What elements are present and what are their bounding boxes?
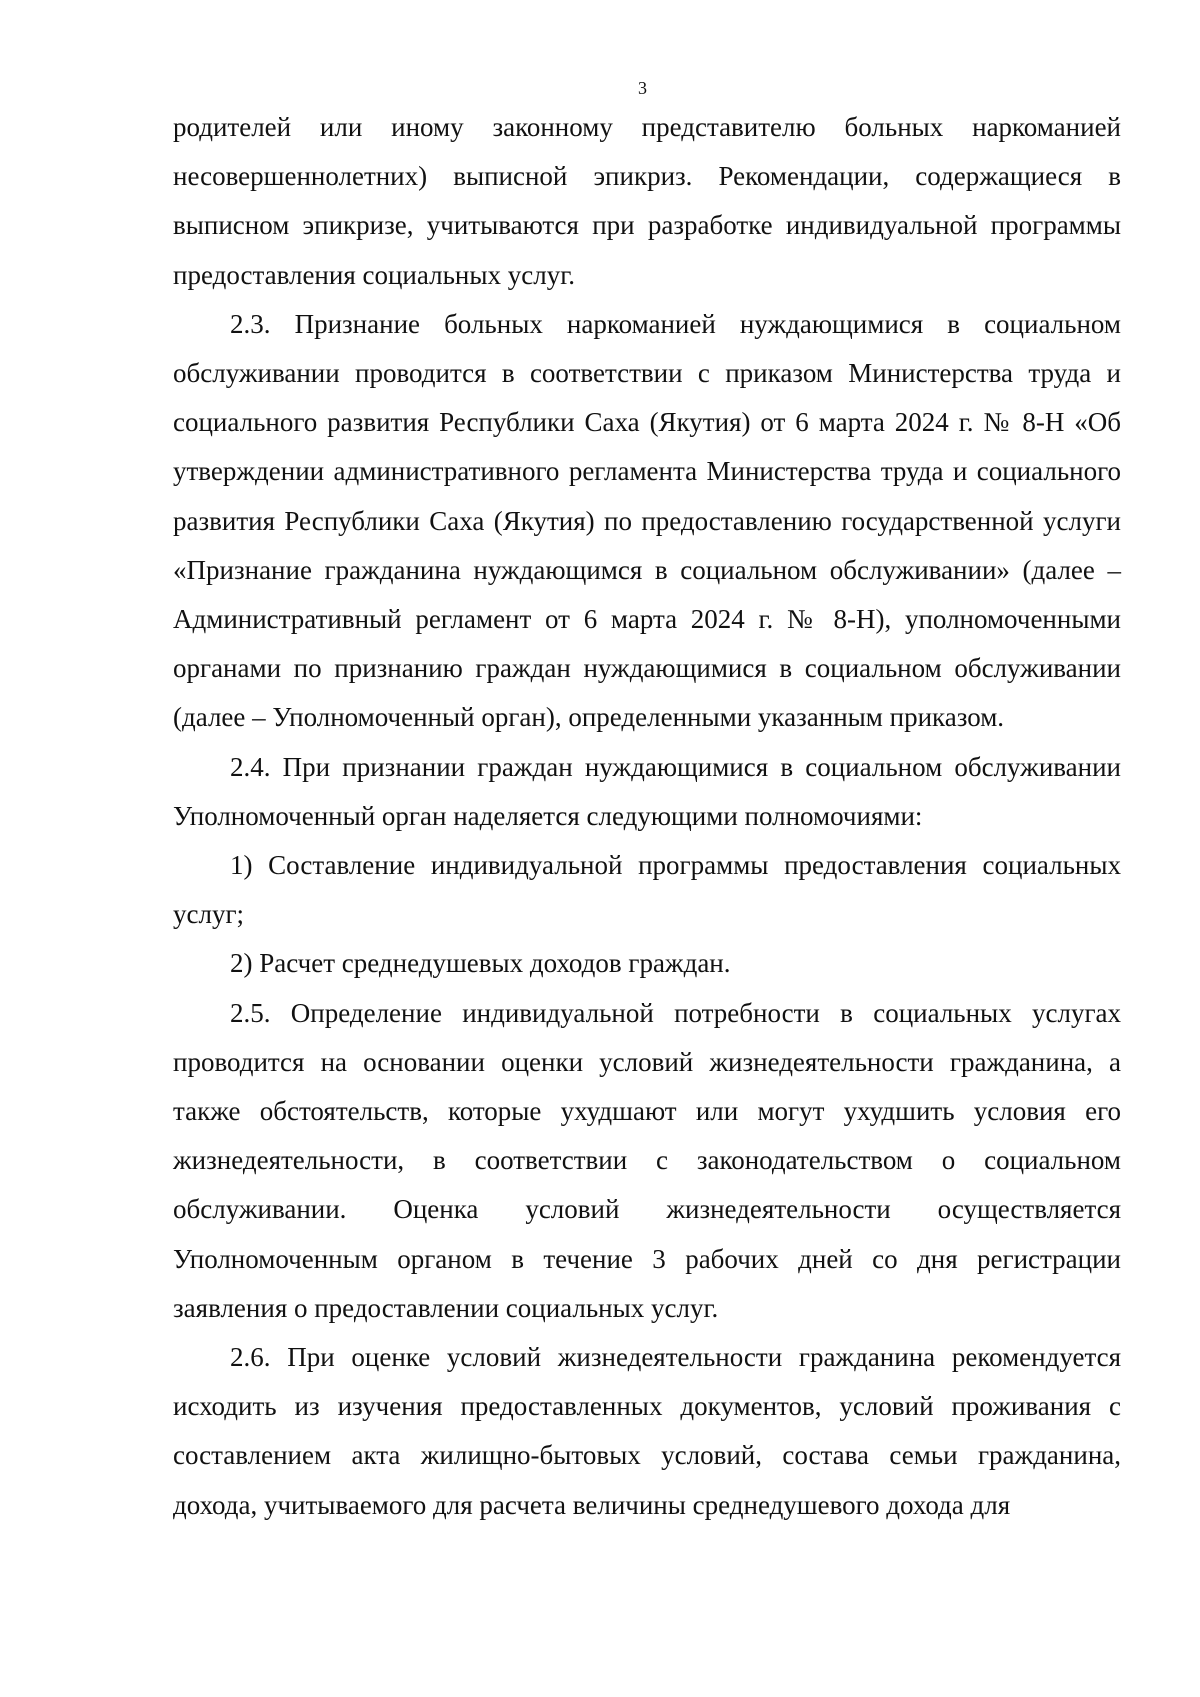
list-item-2: 2) Расчет среднедушевых доходов граждан.	[230, 948, 731, 979]
paragraph-2-4: 2.4. При признании граждан нуждающимися в социальном обслуживании Уполномоченный орган наделяется следующими полномочиями:	[173, 751, 1121, 831]
paragraph-2-5: 2.5. Определение индивидуальной потребности в социальных услугах проводится на основании оценки условий жизнедеятельности гражданина, а также обстоятельств, которые ухудшают или могут ухудшить условия его жизнедеятельности, в соответствии с законодательством о социальном обслуживании. Оценка условий жизнедеятельности осуществляется Уполномоченным органом в течение 3 рабочих дней со дня регистрации заявления о предоставлении социальных услуг.	[173, 997, 1121, 1323]
document-body	[173, 103, 1121, 1530]
page-number: 3	[638, 78, 647, 98]
list-item-1: 1) Составление индивидуальной программы предоставления социальных услуг;	[173, 850, 1121, 930]
paragraph-2-6: 2.6. При оценке условий жизнедеятельности гражданина рекомендуется исходить из изучения предоставленных документов, условий проживания с составлением акта жилищно-бытовых условий, состава семьи гражданина, дохода, учитываемого для расчета величины среднедушевого дохода для	[173, 1342, 1121, 1520]
paragraph-continuation: родителей или иному законному представителю больных наркоманией несовершеннолетних) выписной эпикриз. Рекомендации, содержащиеся в выписном эпикризе, учитываются при разработке индивидуальной программы предоставления социальных услуг.	[173, 112, 1121, 290]
paragraph-2-3: 2.3. Признание больных наркоманией нуждающимися в социальном обслуживании проводится в соответствии с приказом Министерства труда и социального развития Республики Саха (Якутия) от 6 марта 2024 г. № 8-Н «Об утверждении административного регламента Министерства труда и социального развития Республики Саха (Якутия) по предоставлению государственной услуги «Признание гражданина нуждающимся в социальном обслуживании» (далее – Административный регламент от 6 марта 2024 г. № 8-Н), уполномоченными органами по признанию граждан нуждающимися в социальном обслуживании (далее – Уполномоченный орган), определенными указанным приказом.	[173, 308, 1121, 733]
